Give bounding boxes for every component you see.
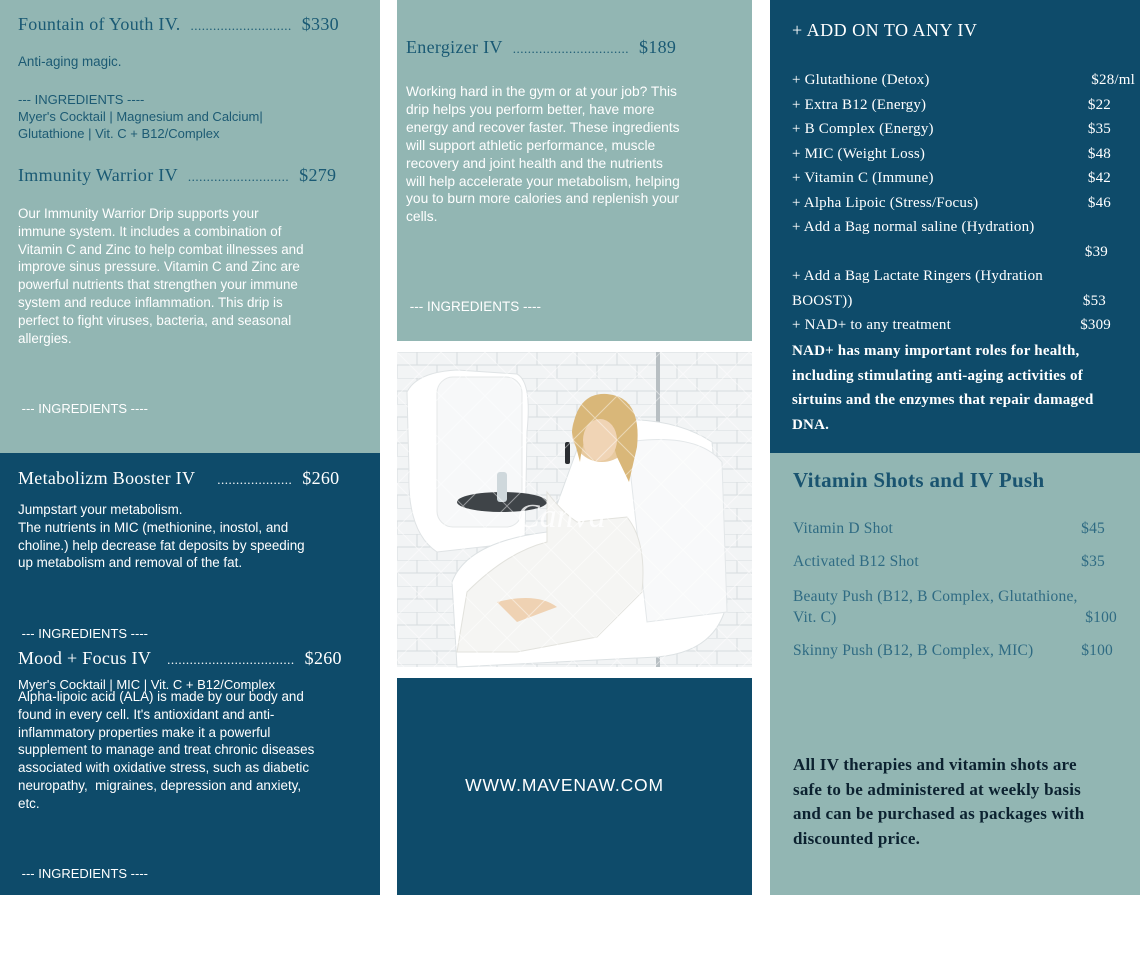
shot-label: Activated B12 Shot — [793, 553, 919, 570]
shot-price: $45 — [1081, 520, 1105, 537]
shots-title: Vitamin Shots and IV Push — [793, 468, 1045, 492]
metabolism-desc-line: up metabolism and removal of the fat. — [18, 555, 243, 571]
panel-energizer — [397, 0, 752, 341]
energizer-dots: ............................... — [512, 41, 629, 56]
immunity-ingr-label: --- INGREDIENTS ---- — [18, 401, 148, 416]
shot-item — [793, 520, 1105, 538]
website-link[interactable]: WWW.MAVENAW.COM — [465, 775, 664, 795]
addon-item — [792, 264, 1135, 289]
saline-label: + Add a Bag normal saline (Hydration) — [792, 219, 1035, 235]
mood-desc-line: supplement to manage and treat chronic diseases — [18, 742, 315, 758]
energizer-desc — [406, 83, 751, 226]
energizer-price: $189 — [638, 37, 677, 57]
addon-price: $46 — [1087, 194, 1111, 211]
shot-label-cont: Vit. C) — [793, 609, 837, 626]
energizer-desc-line: will support athletic performance, muscle — [406, 137, 656, 153]
shot-item — [793, 553, 1105, 571]
metabolism-desc-line: Jumpstart your metabolism. — [18, 502, 183, 517]
energizer-desc-line: will help accelerate your metabolism, helping — [406, 173, 680, 189]
nad-desc-line: including stimulating anti-aging activities of — [792, 367, 1083, 384]
nad-price: $309 — [1080, 317, 1111, 333]
immunity-desc-line: perfect to fight viruses, bacteria, and seasonal — [18, 312, 292, 328]
addon-item — [792, 166, 1135, 191]
immunity-desc-line: powerful nutrients that strengthen your immune — [18, 277, 298, 293]
addon-item — [792, 215, 1135, 240]
mood-desc-line: neuropathy, migraines, depression and anxiety, — [18, 777, 302, 793]
energizer-desc-line: you to burn more calories and replenish your — [406, 191, 680, 207]
fountain-ingr-line2: Glutathione | Vit. C + B12/Complex — [18, 126, 220, 141]
footer-note — [793, 753, 1084, 851]
immunity-desc-line: allergies. — [18, 330, 72, 346]
metabolism-desc-line: choline.) help decrease fat deposits by speeding — [18, 537, 305, 553]
shot-price: $100 — [1081, 642, 1113, 659]
mood-desc-line: etc. — [18, 795, 40, 811]
metabolism-title: Metabolizm Booster IV — [18, 468, 196, 488]
addon-item — [792, 289, 1135, 314]
shot-label: Vitamin D Shot — [793, 520, 894, 537]
energizer-desc-line: cells. — [406, 209, 438, 225]
energizer-title-row — [406, 37, 676, 58]
addon-price: $28/ml — [1091, 72, 1135, 88]
mood-price: $260 — [304, 648, 342, 668]
addon-price: $48 — [1087, 145, 1111, 162]
shot-item — [793, 642, 1113, 660]
fountain-ingr-line1: Myer's Cocktail | Magnesium and Calcium| — [18, 109, 263, 124]
immunity-title-row — [18, 165, 336, 186]
immunity-desc-line: improve sinus pressure. Vitamin C and Zinc are — [18, 259, 300, 275]
spa-photo-illustration — [397, 352, 752, 667]
immunity-desc-line: Vitamin C and Zinc to help combat illnesses and — [18, 241, 304, 257]
immunity-desc-line: Our Immunity Warrior Drip supports your — [18, 206, 259, 221]
addon-item — [792, 68, 1135, 93]
mood-desc-line: associated with oxidative stress, such as diabetic — [18, 760, 310, 776]
shot-label: Beauty Push (B12, B Complex, Glutathione, — [793, 588, 1078, 605]
mood-desc-line: Alpha-lipoic acid (ALA) is made by our body and — [18, 689, 304, 704]
nad-desc-line: DNA. — [792, 416, 830, 433]
lactate-label: + Add a Bag Lactate Ringers (Hydration — [792, 268, 1043, 284]
panel-shots — [770, 453, 1140, 895]
metabolism-ingr-value: Myer's Cocktail | MIC | Vit. C + B12/Complex — [18, 677, 276, 692]
shot-price: $100 — [1085, 609, 1117, 626]
fountain-desc: Anti-aging magic. — [18, 54, 122, 69]
mood-ingr-label: --- INGREDIENTS ---- — [18, 866, 148, 881]
energizer-desc-line: energy and recover faster. These ingredients — [406, 119, 680, 135]
energizer-title: Energizer IV — [406, 37, 503, 57]
shot-label: Skinny Push (B12, B Complex, MIC) — [793, 642, 1034, 659]
footer-line: and can be purchased as packages with — [793, 804, 1085, 823]
nad-label: + NAD+ to any treatment — [792, 317, 951, 333]
addon-item — [792, 142, 1135, 167]
mood-ingredients — [18, 831, 197, 967]
addon-item — [792, 313, 1135, 338]
footer-line: All IV therapies and vitamin shots are — [793, 755, 1077, 774]
nad-desc-line: NAD+ has many important roles for health, — [792, 343, 1080, 359]
fountain-price: $330 — [301, 14, 339, 34]
addon-price: $22 — [1087, 96, 1111, 113]
fountain-ingredients — [18, 91, 263, 142]
shots-list — [793, 520, 1117, 660]
addon-label: + Vitamin C (Immune) — [792, 170, 934, 186]
addon-item — [792, 117, 1135, 142]
panel-fountain-immunity — [0, 0, 380, 453]
footer-line: discounted price. — [793, 828, 921, 848]
shot-price: $35 — [1081, 553, 1105, 570]
energizer-desc-line: recovery and joint health and the nutrients — [406, 155, 663, 171]
addon-label: + Alpha Lipoic (Stress/Focus) — [792, 194, 979, 211]
footer-line: safe to be administered at weekly basis — [793, 779, 1081, 799]
immunity-desc-line: system and reduce inflammation. This drip is — [18, 294, 283, 310]
addon-price: $35 — [1087, 121, 1111, 137]
immunity-title: Immunity Warrior IV — [18, 165, 178, 185]
addon-label: + MIC (Weight Loss) — [792, 145, 926, 162]
energizer-desc-line: Working hard in the gym or at your job? This — [406, 84, 677, 99]
immunity-dots: ........................... — [187, 169, 290, 184]
energizer-ingr-label: --- INGREDIENTS ---- — [406, 299, 541, 314]
addon-label: + B Complex (Energy) — [792, 121, 934, 137]
fountain-title-row — [18, 14, 339, 35]
mood-dots: .................................. — [167, 652, 295, 667]
canva-watermark: Canva — [517, 498, 606, 535]
addon-item — [792, 240, 1135, 265]
panel-addons — [770, 0, 1140, 453]
mood-desc-line: found in every cell. It's antioxidant and anti- — [18, 706, 275, 722]
addon-label: + Glutathione (Detox) — [792, 72, 930, 88]
fountain-ingr-label: --- INGREDIENTS ---- — [18, 92, 145, 107]
mood-desc-line: inflammatory properties make it a powerful — [18, 724, 271, 740]
addon-item — [792, 191, 1135, 216]
mood-title: Mood + Focus IV — [18, 648, 152, 668]
addons-title: + ADD ON TO ANY IV — [792, 20, 978, 40]
lactate-price: $53 — [1082, 292, 1106, 309]
addon-price: $42 — [1087, 170, 1111, 186]
immunity-desc-line: immune system. It includes a combination of — [18, 223, 282, 239]
panel-website — [397, 678, 752, 895]
spa-photo — [397, 352, 752, 667]
panel-metabolism-mood — [0, 453, 380, 932]
metabolism-ingr-label: --- INGREDIENTS ---- — [18, 626, 148, 641]
metabolism-desc — [18, 501, 373, 572]
metabolism-dots: .................... — [217, 472, 293, 487]
nad-description — [792, 339, 1094, 437]
fountain-dots: ........................... — [190, 18, 292, 33]
mood-desc — [18, 688, 378, 813]
immunity-desc — [18, 205, 373, 347]
addon-label: + Extra B12 (Energy) — [792, 96, 927, 113]
nad-desc-line: sirtuins and the enzymes that repair damaged — [792, 392, 1094, 408]
mood-ingr-value: Myer's Cocktail | A - Lipoic Acid — [18, 917, 198, 932]
lactate-label-cont: BOOST)) — [792, 292, 853, 309]
immunity-price: $279 — [299, 165, 337, 185]
addon-item — [792, 93, 1135, 118]
metabolism-price: $260 — [302, 468, 340, 488]
energizer-desc-line: drip helps you perform better, have more — [406, 101, 655, 117]
metabolism-desc-line: The nutrients in MIC (methionine, inostol, and — [18, 519, 289, 535]
shot-item — [793, 586, 1115, 628]
saline-price: $39 — [1084, 243, 1108, 260]
mood-title-row — [18, 648, 342, 669]
addons-list — [792, 68, 1135, 338]
fountain-title: Fountain of Youth IV. — [18, 14, 181, 34]
metabolism-title-row — [18, 468, 339, 489]
